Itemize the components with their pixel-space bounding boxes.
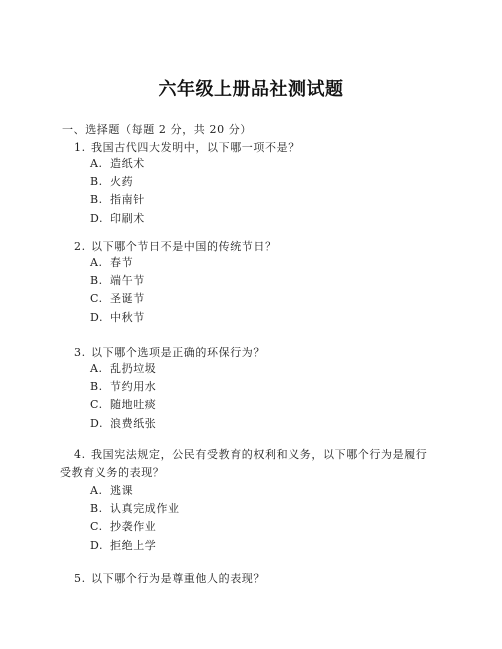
option-text: 乱扔垃圾 (110, 362, 157, 375)
option-letter: D. (90, 211, 104, 225)
option-item (90, 378, 156, 396)
question-text: 我国宪法规定，公民有受教育的权利和义务，以下哪个行为是履行受教育义务的表现？ (60, 448, 428, 479)
option-item (90, 415, 156, 433)
option-text: 抄袭作业 (110, 520, 157, 534)
option-item (90, 500, 180, 518)
question-text: 我国古代四大发明中，以下哪一项不是？ (91, 141, 300, 154)
options-2 (90, 254, 145, 327)
option-item (90, 155, 145, 173)
question-text: 以下哪个行为是尊重他人的表现？ (91, 572, 265, 585)
option-text: 中秋节 (110, 310, 145, 324)
option-text: 端午节 (110, 274, 145, 288)
options-4 (90, 482, 180, 555)
option-item (90, 518, 180, 536)
option-text: 火药 (110, 175, 134, 189)
option-letter: A. (90, 484, 103, 497)
option-text: 逃课 (110, 484, 134, 497)
option-letter: D. (90, 416, 104, 430)
option-item (90, 482, 180, 500)
question-text: 以下哪个选项是正确的环保行为？ (91, 346, 265, 359)
section-heading: 一、选择题（每题 2 分，共 20 分） (62, 123, 252, 136)
question-4 (60, 446, 438, 482)
option-item (90, 173, 145, 191)
option-letter: B. (90, 193, 103, 207)
option-item (90, 254, 145, 272)
option-letter: D. (90, 538, 104, 552)
option-text: 认真完成作业 (110, 502, 180, 516)
option-text: 指南针 (110, 193, 145, 207)
option-letter: D. (90, 310, 104, 324)
option-letter: C. (90, 292, 103, 306)
option-letter: A. (90, 362, 103, 375)
option-item (90, 360, 156, 378)
question-number: 3. (74, 346, 86, 359)
option-text: 圣诞节 (110, 292, 145, 306)
option-item (90, 309, 145, 327)
option-item (90, 396, 156, 414)
question-5 (74, 570, 436, 588)
option-text: 节约用水 (110, 380, 157, 394)
option-text: 拒绝上学 (110, 538, 157, 552)
question-number: 4. (74, 448, 86, 461)
question-number: 5. (74, 572, 86, 585)
option-text: 随地吐痰 (110, 398, 157, 412)
option-letter: B. (90, 274, 103, 288)
option-letter: B. (90, 502, 103, 516)
question-number: 1. (74, 141, 86, 154)
question-text: 以下哪个节日不是中国的传统节日？ (91, 240, 277, 253)
option-item (90, 272, 145, 290)
option-letter: C. (90, 520, 103, 534)
option-item (90, 537, 180, 555)
options-3 (90, 360, 156, 433)
option-text: 浪费纸张 (110, 416, 157, 430)
document-title: 六年级上册品社测试题 (158, 79, 344, 100)
option-letter: B. (90, 380, 103, 394)
option-text: 印刷术 (110, 211, 145, 225)
option-letter: A. (90, 157, 103, 170)
option-text: 春节 (110, 256, 134, 269)
option-letter: B. (90, 175, 103, 189)
option-item (90, 191, 145, 209)
question-number: 2. (74, 240, 86, 253)
option-text: 造纸术 (110, 157, 145, 170)
options-1 (90, 155, 145, 228)
option-item (90, 290, 145, 308)
option-letter: C. (90, 398, 103, 412)
option-item (90, 210, 145, 228)
option-letter: A. (90, 256, 103, 269)
